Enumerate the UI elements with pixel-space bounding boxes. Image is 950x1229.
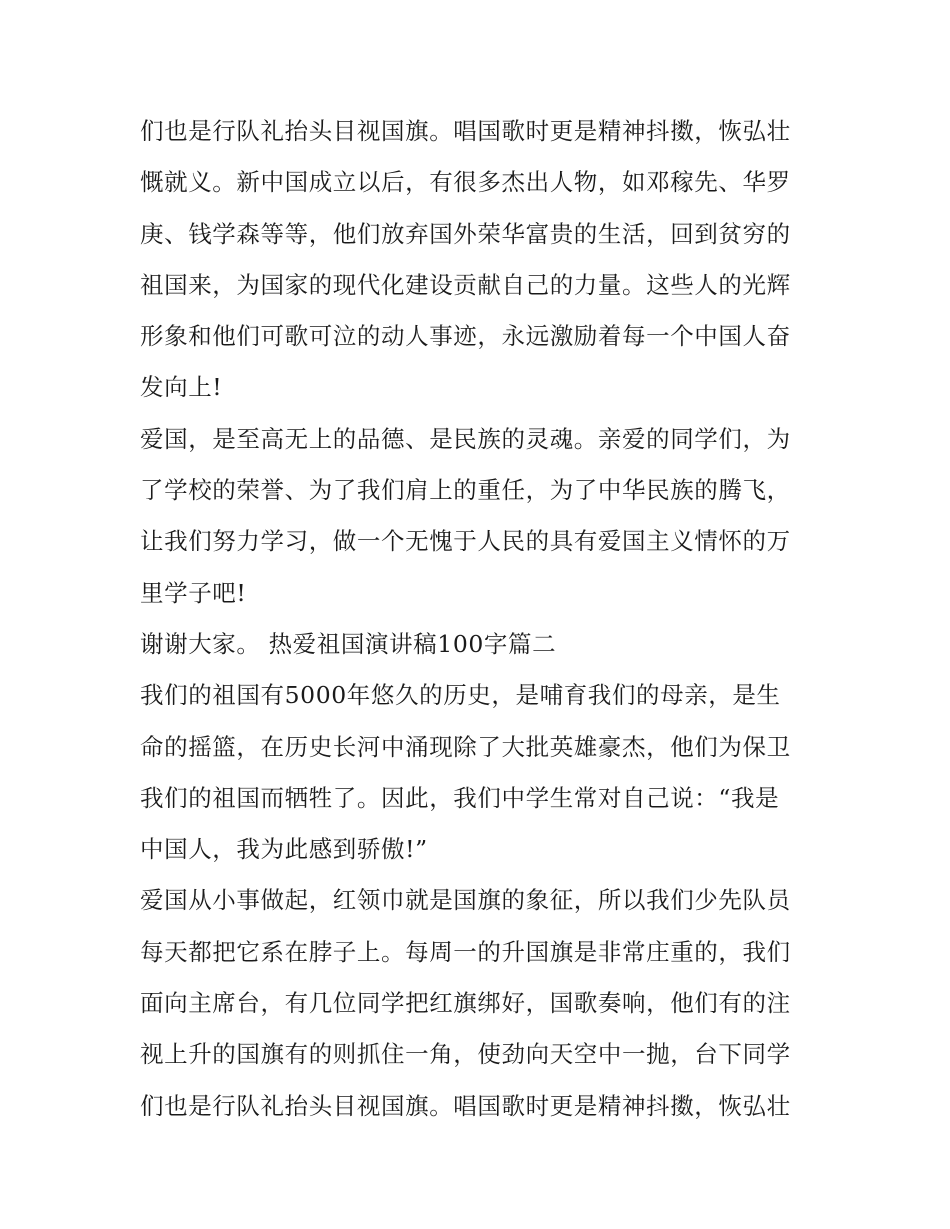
text-line: 我们的祖国而牺牲了。因此，我们中学生常对自己说：“我是 — [140, 783, 780, 812]
text-line: 祖国来，为国家的现代化建设贡献自己的力量。这些人的光辉 — [140, 270, 791, 299]
document-body — [140, 106, 820, 1132]
text-line: 面向主席台，有几位同学把红旗绑好，国歌奏响，他们有的注 — [140, 989, 791, 1018]
text-line: 爱国，是至高无上的品德、是民族的灵魂。亲爱的同学们，为 — [140, 424, 791, 453]
text-line: 视上升的国旗有的则抓住一角，使劲向天空中一抛，台下同学 — [140, 1040, 791, 1069]
text-line: 慨就义。新中国成立以后，有很多杰出人物，如邓稼先、华罗 — [140, 168, 791, 197]
text-line: 们也是行队礼抬头目视国旗。唱国歌时更是精神抖擞，恢弘壮 — [140, 1091, 791, 1120]
text-line: 里学子吧! — [140, 578, 247, 607]
text-line: 每天都把它系在脖子上。每周一的升国旗是非常庄重的，我们 — [140, 937, 791, 966]
text-line: 庚、钱学森等等，他们放弃国外荣华富贵的生活，回到贫穷的 — [140, 219, 791, 248]
text-line: 了学校的荣誉、为了我们肩上的重任，为了中华民族的腾飞， — [140, 476, 791, 505]
text-line: 中国人，我为此感到骄傲!” — [140, 835, 428, 864]
text-line: 我们的祖国有5000年悠久的历史，是哺育我们的母亲，是生 — [140, 681, 781, 710]
text-line: 让我们努力学习，做一个无愧于人民的具有爱国主义情怀的万 — [140, 527, 791, 556]
text-line: 命的摇篮，在历史长河中涌现除了大批英雄豪杰，他们为保卫 — [140, 732, 791, 761]
text-line: 爱国从小事做起，红领巾就是国旗的象征，所以我们少先队员 — [140, 886, 791, 915]
text-line: 发向上! — [140, 373, 223, 402]
text-line: 形象和他们可歌可泣的动人事迹，永远激励着每一个中国人奋 — [140, 322, 791, 351]
section-heading-line: 谢谢大家。 热爱祖国演讲稿100字篇二 — [140, 629, 557, 658]
text-line: 们也是行队礼抬头目视国旗。唱国歌时更是精神抖擞，恢弘壮 — [140, 117, 791, 145]
